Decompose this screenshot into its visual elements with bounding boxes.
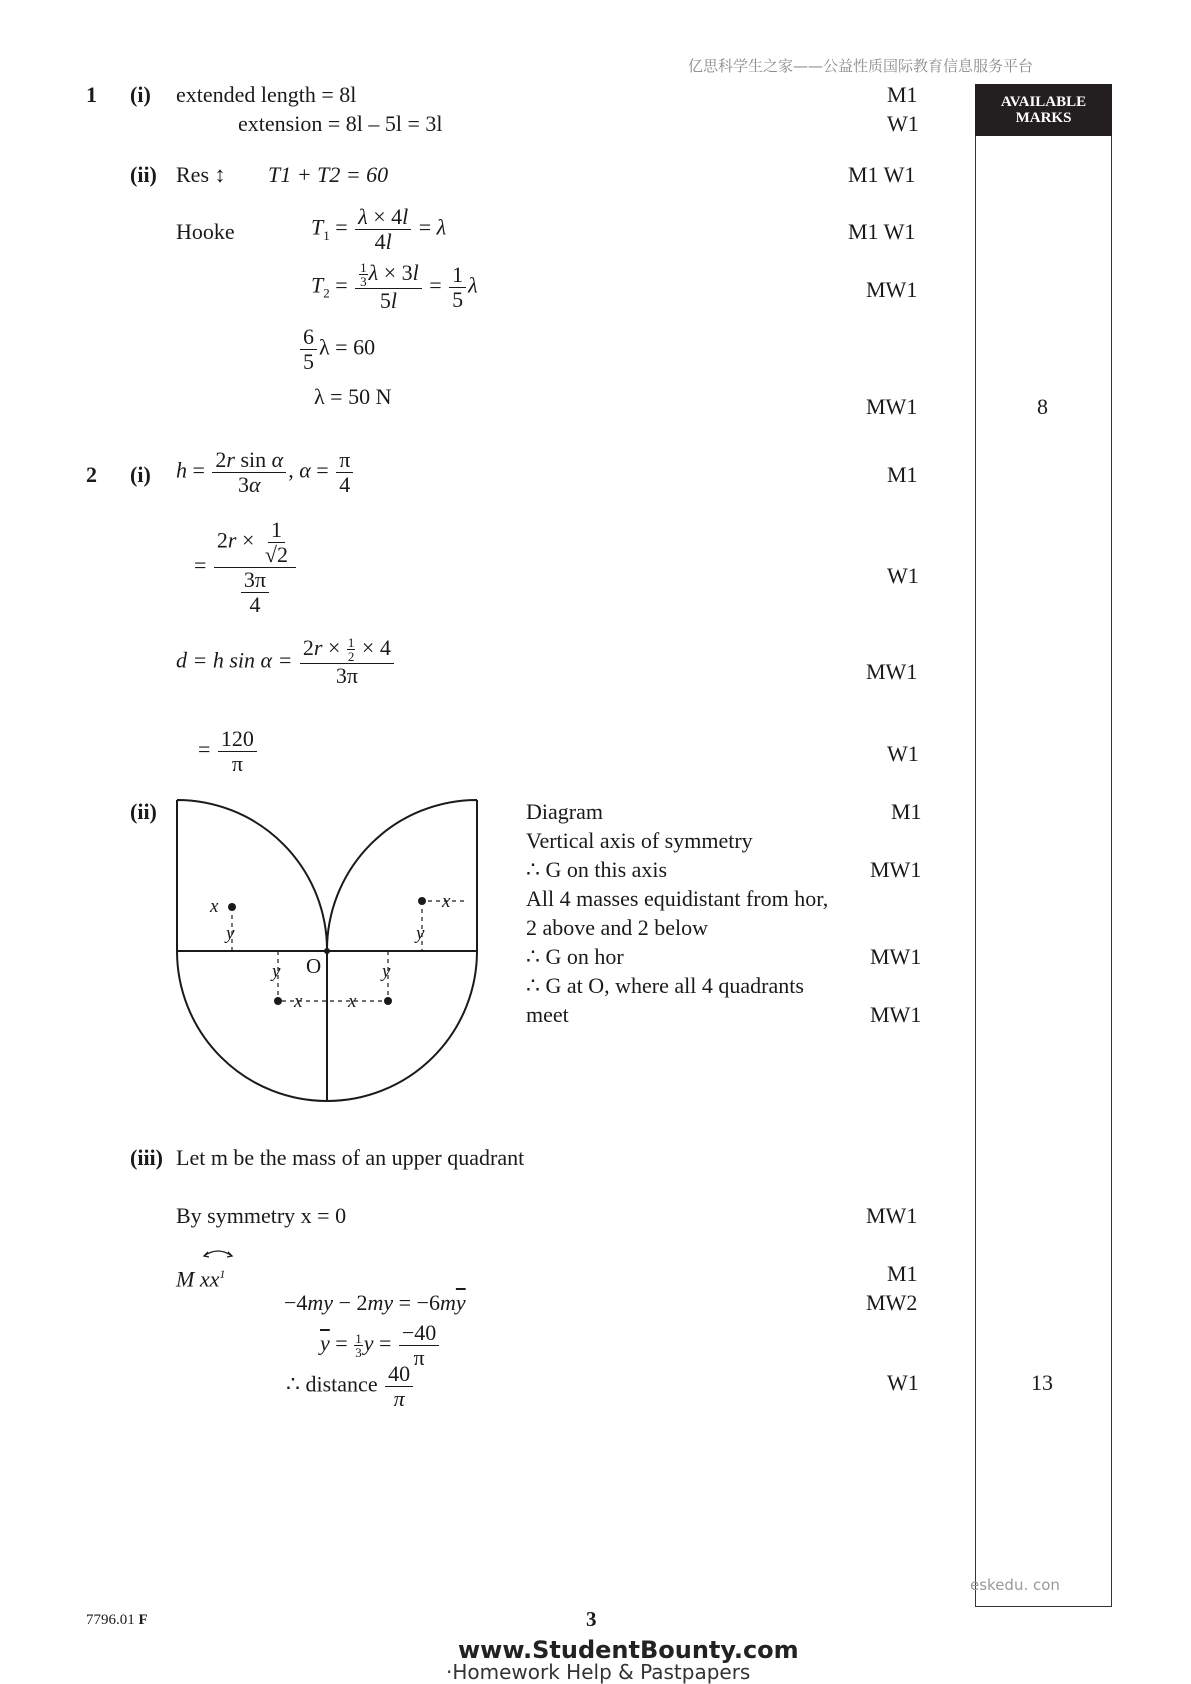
paper-code-suffix: F [138, 1612, 148, 1628]
q2-iii-moments: M $xx^1$ [176, 1266, 226, 1292]
q2-i-mark1: M1 [887, 462, 918, 487]
q1-extended-length: extended length = 8l [176, 82, 357, 107]
q2-ii-line-8: meet [526, 1002, 569, 1027]
paper-code [86, 1612, 148, 1629]
q1-lambda-answer: λ = 50 N [314, 384, 392, 409]
q2-ii-line-4: All 4 masses equidistant from hor, [526, 886, 829, 911]
q2-part-i-label: (i) [130, 462, 151, 487]
q1-part-ii-label: (ii) [130, 162, 157, 187]
q1-res-equation: T1 + T2 = 60 [268, 162, 389, 187]
paper-code-number: 7796.01 [86, 1612, 135, 1628]
q1-res-label: Res ↕ [176, 162, 226, 187]
q2-part-ii-label: (ii) [130, 799, 157, 824]
q2-i-mark4: W1 [887, 741, 919, 766]
q2-ii-line-2: Vertical axis of symmetry [526, 828, 753, 853]
q2-ii-line-6: ∴ G on hor [526, 944, 624, 969]
q1-total-marks: 8 [1037, 394, 1048, 419]
mass-point-lower-left [274, 997, 282, 1005]
q1-hooke-label: Hooke [176, 219, 235, 244]
q2-ii-line-3: ∴ G on this axis [526, 857, 668, 882]
q1-number: 1 [86, 82, 97, 107]
q1-i-mark1: M1 [887, 82, 918, 107]
studentbounty-url[interactable]: www.StudentBounty.com [458, 1636, 799, 1664]
q2-iii-eq-mark: MW2 [866, 1290, 918, 1315]
label-y-lower-left: y [272, 961, 281, 982]
q1-t2-equation: $T_2$ = $\frac{1}{3}$ λ × 3l 5l = $\frac{1}{5}$ λ [311, 260, 478, 314]
q1-part-i-label: (i) [130, 82, 151, 107]
studentbounty-tagline: ·Homework Help & Pastpapers [446, 1660, 751, 1684]
q2-substitution: = 2r × $\frac{1}{√2}$ $\frac{3\pi}{4}$ [194, 518, 298, 617]
q2-ii-mark-hor: MW1 [870, 944, 922, 969]
label-x-upper-right: x [442, 891, 451, 912]
upper-left-quadrant [177, 800, 327, 951]
q2-ii-mark-diagram: M1 [891, 799, 922, 824]
q2-iii-distance: ∴ distance $\frac{40}{\pi}$ [286, 1362, 415, 1411]
q1-t1-equation: $T_1$ = $\frac{\lambda \times 4l}{4l}$ = λ [311, 204, 447, 254]
q2-iii-moment-mark: M1 [887, 1261, 918, 1286]
eskedu-watermark: eskedu. con [970, 1576, 1060, 1594]
page-number: 3 [586, 1607, 597, 1631]
q2-iii-moment-equation: $-4my - 2my = -6m\overline{y}$ [284, 1290, 466, 1315]
q1-t2-mark: MW1 [866, 277, 918, 302]
available-marks-heading [975, 84, 1112, 136]
q2-ii-line-7: ∴ G at O, where all 4 quadrants [526, 973, 804, 998]
q2-d-prefix: d = h sin α = [176, 647, 293, 673]
label-x-upper-left: x [210, 896, 219, 917]
q1-ii-res-mark: M1 W1 [848, 162, 916, 187]
q2-number: 2 [86, 462, 97, 487]
mass-point-upper-left [228, 903, 236, 911]
mass-point-lower-right [384, 997, 392, 1005]
header-watermark: 亿思科学生之家——公益性质国际教育信息服务平台 [688, 57, 1034, 75]
q2-h-equation: h = $\frac{\text{2r sin α}}{3\alpha}$ , α = $\frac{\pi}{4}$ [176, 448, 355, 497]
q2-iii-ybar: $\overline{y}$ = $\frac{1}{3}$ y = $\frac{-40}{\pi}$ [320, 1321, 441, 1370]
q1-i-mark2: W1 [887, 111, 919, 136]
q2-ii-line-5: 2 above and 2 below [526, 915, 709, 940]
q1-lambda-eq-text: λ = 60 [319, 334, 376, 360]
q1-extension: extension = 8l – 5l = 3l [238, 111, 443, 136]
label-y-upper-left: y [226, 923, 235, 944]
label-y-upper-right: y [416, 923, 425, 944]
q2-part-iii-label: (iii) [130, 1145, 163, 1170]
q2-ii-mark-axis: MW1 [870, 857, 922, 882]
upper-right-quadrant [327, 800, 477, 951]
label-y-lower-right: y [382, 961, 391, 982]
q2-iii-symmetry: By symmetry x = 0 [176, 1203, 347, 1228]
label-x-lower-right: x [348, 991, 357, 1012]
q2-d-equation: d = h sin α = 2r × $\frac{1}{2}$ × 4 3π [176, 636, 396, 688]
mass-point-upper-right [418, 897, 426, 905]
marks-heading-line2: MARKS [1015, 110, 1072, 126]
q1-hooke-mark: M1 W1 [848, 219, 916, 244]
q2-i-mark3: MW1 [866, 659, 918, 684]
moment-arrow-icon [200, 1246, 236, 1260]
q2-ii-mark-meet: MW1 [870, 1002, 922, 1027]
label-origin: O [306, 954, 322, 978]
marks-heading-line1: AVAILABLE [1000, 94, 1087, 110]
q2-iii-distance-label: ∴ distance [286, 1371, 378, 1397]
label-x-lower-left: x [294, 991, 303, 1012]
origin-point [324, 948, 330, 954]
q2-iii-distance-mark: W1 [887, 1370, 919, 1395]
q1-final-mark: MW1 [866, 394, 918, 419]
lamina-diagram [170, 795, 486, 1105]
q2-total-marks: 13 [1031, 1370, 1053, 1395]
q2-i-mark2: W1 [887, 563, 919, 588]
q2-iii-intro: Let m be the mass of an upper quadrant [176, 1145, 525, 1170]
q2-d-result: = $\frac{120}{\pi}$ [198, 727, 259, 776]
q2-iii-symmetry-mark: MW1 [866, 1203, 918, 1228]
q1-lambda-sum: $\frac{6}{5}$ λ = 60 [298, 325, 375, 374]
q2-ii-line-1: Diagram [526, 799, 603, 824]
